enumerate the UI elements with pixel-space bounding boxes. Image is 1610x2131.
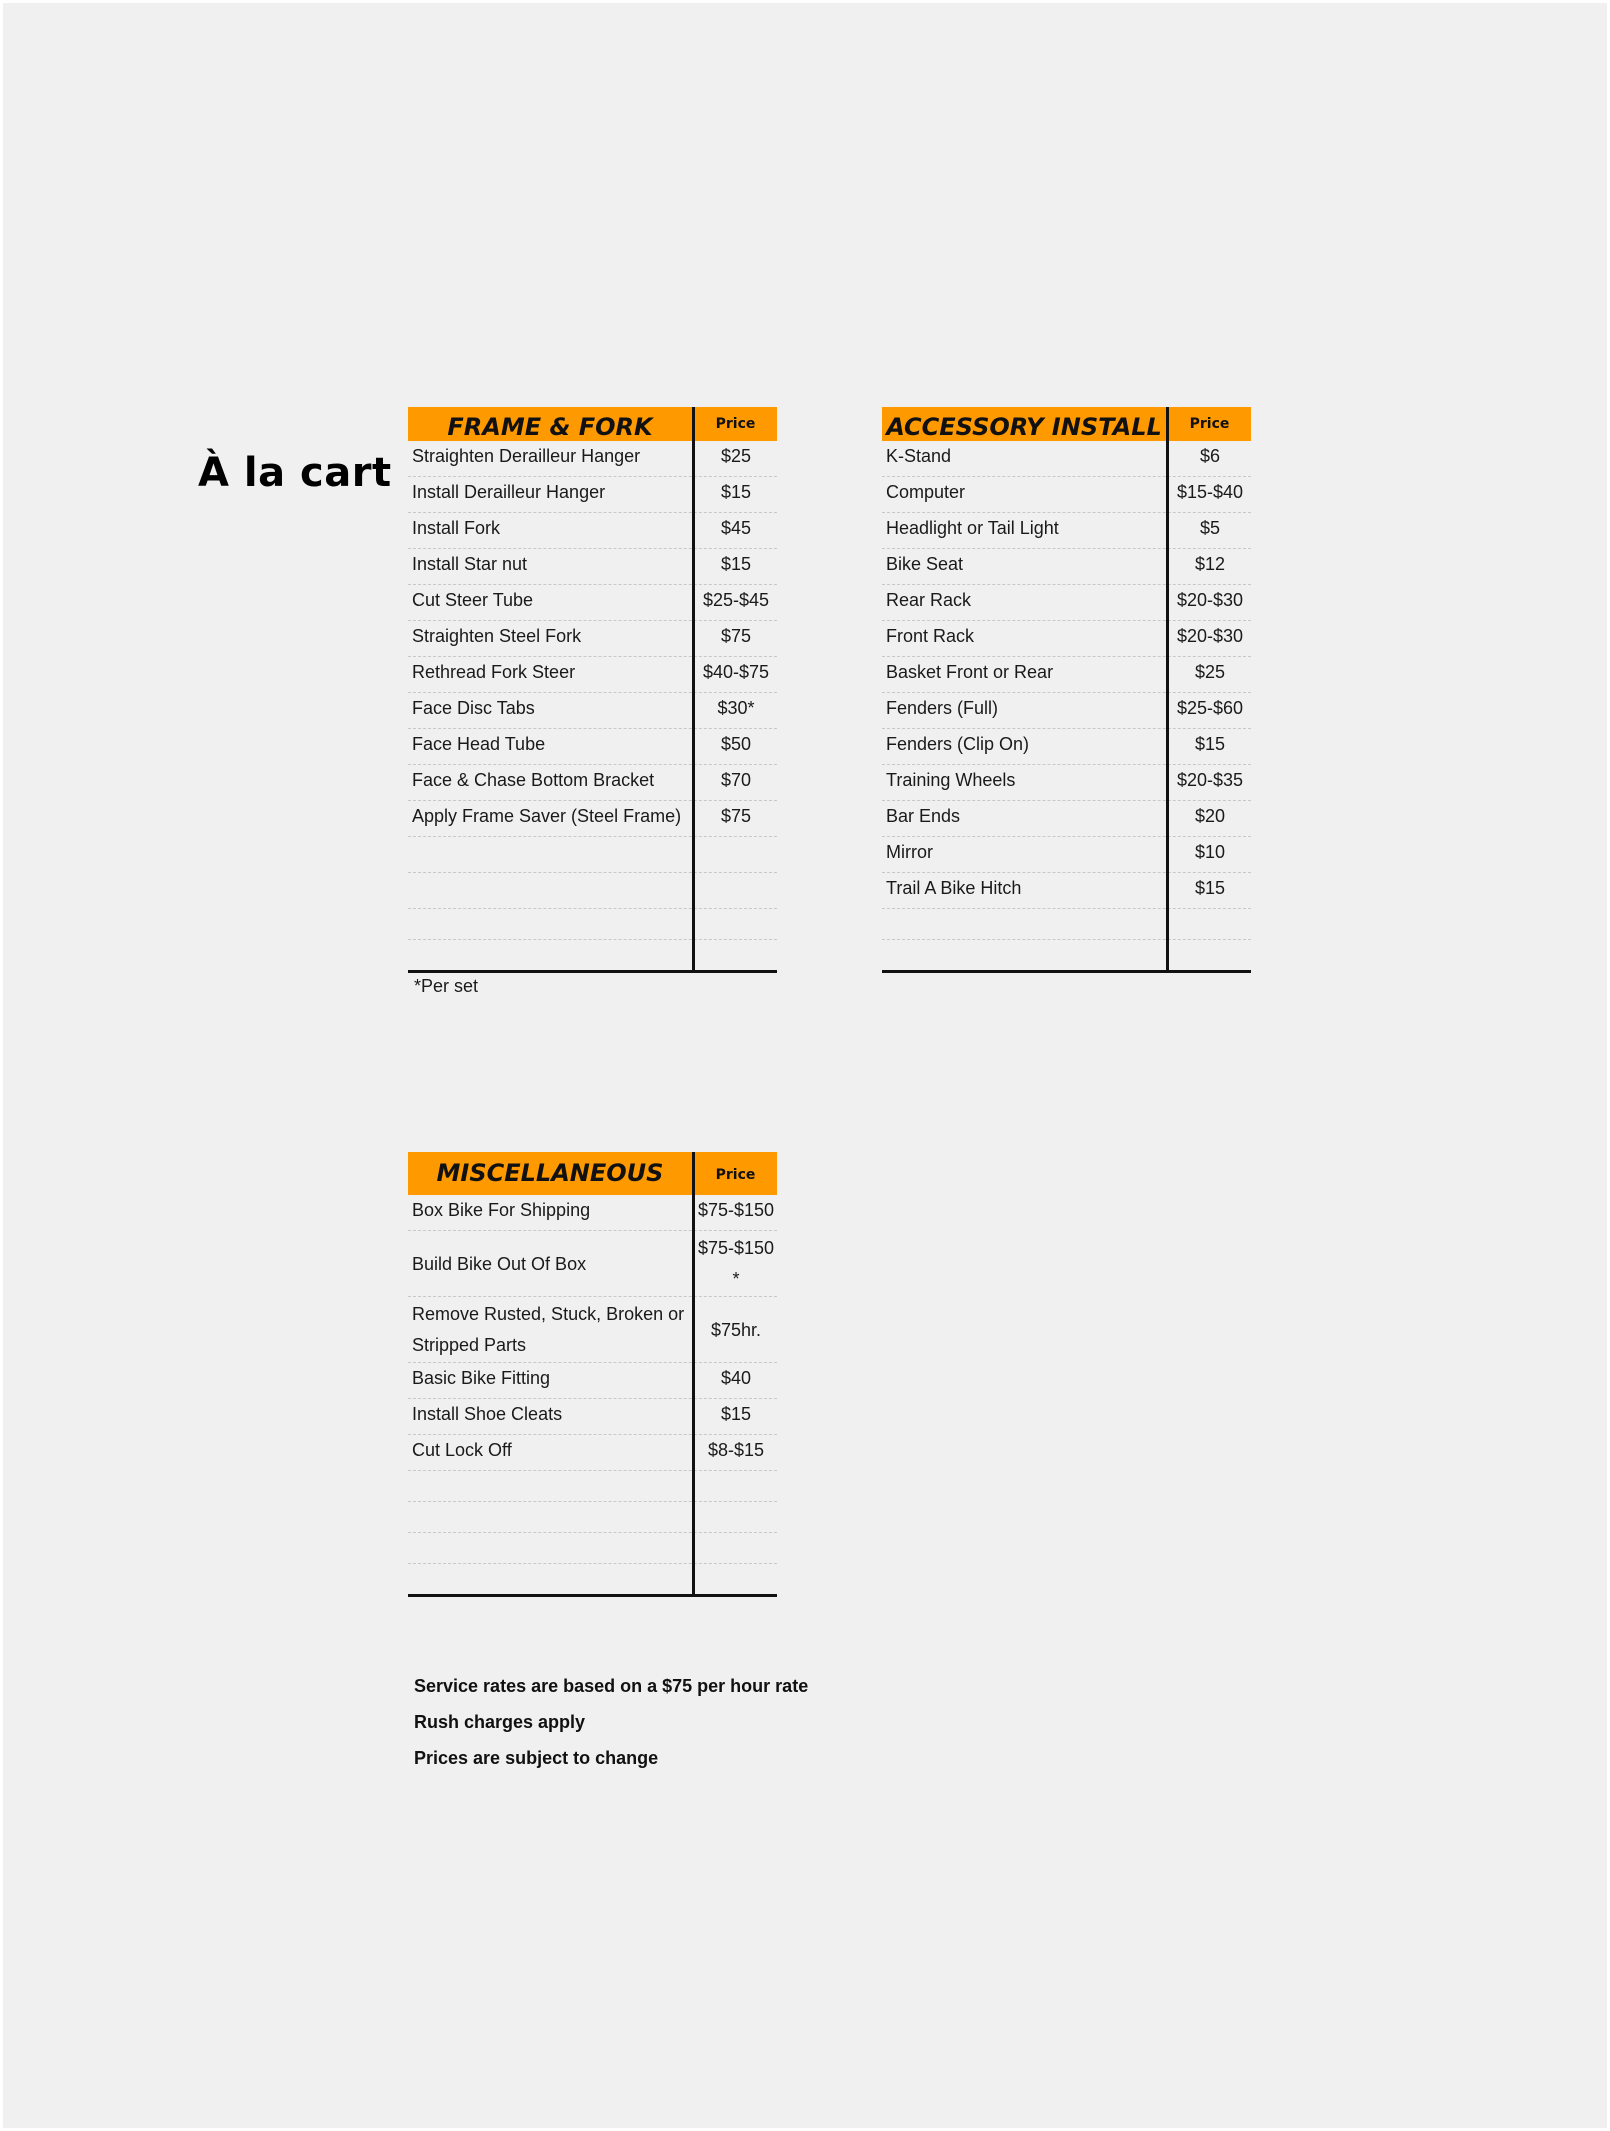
row-label: Rethread Fork Steer	[412, 662, 576, 682]
miscellaneous-rows	[408, 1195, 777, 1595]
table-row	[882, 837, 1251, 873]
table-row	[408, 801, 777, 837]
row-price: $15	[720, 482, 752, 502]
row-price: $8-$15	[707, 1440, 765, 1460]
column-divider	[692, 1152, 695, 1595]
row-label: Remove Rusted, Stuck, Broken or Stripped Parts	[412, 1304, 685, 1355]
row-price: $15	[1194, 734, 1226, 754]
accessory-install-price-header: Price	[1189, 416, 1230, 432]
row-price: $5	[1199, 518, 1221, 538]
table-row	[408, 837, 777, 873]
accessory-install-heading: ACCESSORY INSTALL	[886, 413, 1162, 441]
table-row	[882, 765, 1251, 801]
miscellaneous-price-header: Price	[715, 1167, 756, 1183]
row-label: Install Derailleur Hanger	[412, 482, 606, 502]
table-row	[408, 729, 777, 765]
row-label: Install Star nut	[412, 554, 528, 574]
row-label: Computer	[886, 482, 966, 502]
row-price: $10	[1194, 842, 1226, 862]
frame-fork-header	[408, 407, 777, 441]
table-row	[882, 940, 1251, 971]
table-row	[408, 873, 777, 909]
row-label: Install Shoe Cleats	[412, 1404, 563, 1424]
row-price: $25-$45	[702, 590, 770, 610]
row-price: $50	[720, 734, 752, 754]
row-label: Cut Steer Tube	[412, 590, 534, 610]
table-row	[882, 801, 1251, 837]
table-row	[882, 441, 1251, 477]
row-price: $15	[720, 1404, 752, 1424]
table-row	[408, 549, 777, 585]
table-row	[882, 693, 1251, 729]
row-label: Straighten Steel Fork	[412, 626, 582, 646]
miscellaneous-heading: MISCELLANEOUS	[436, 1159, 664, 1187]
row-price: $15	[720, 554, 752, 574]
table-row	[408, 1471, 777, 1502]
accessory-install-table	[882, 407, 1251, 971]
row-price: $20-$30	[1176, 590, 1244, 610]
miscellaneous-table	[408, 1152, 777, 1595]
row-label: Mirror	[886, 842, 933, 862]
table-row	[408, 621, 777, 657]
row-price: $75	[720, 806, 752, 826]
column-divider	[692, 407, 695, 971]
table-row	[408, 657, 777, 693]
row-label: Straighten Derailleur Hanger	[412, 446, 641, 466]
row-price: $15-$40	[1176, 482, 1244, 502]
row-label: Face & Chase Bottom Bracket	[412, 770, 655, 790]
table-row	[408, 1399, 777, 1435]
table-row	[408, 1363, 777, 1399]
page	[3, 3, 1607, 2128]
row-label: K-Stand	[886, 446, 952, 466]
page-title: À la cart	[198, 450, 392, 496]
row-label: Install Fork	[412, 518, 501, 538]
row-price: $25-$60	[1176, 698, 1244, 718]
row-price: $45	[720, 518, 752, 538]
table-bottom-rule	[408, 1594, 777, 1597]
table-row	[408, 585, 777, 621]
row-price: $20-$35	[1176, 770, 1244, 790]
table-row	[408, 513, 777, 549]
table-row	[408, 909, 777, 940]
row-label: Bike Seat	[886, 554, 964, 574]
row-label: Fenders (Clip On)	[886, 734, 1030, 754]
row-label: Face Head Tube	[412, 734, 546, 754]
row-label: Basic Bike Fitting	[412, 1368, 551, 1388]
row-price: $12	[1194, 554, 1226, 574]
table-row	[882, 513, 1251, 549]
footer-hourly-rate: Service rates are based on a $75 per hour rate	[414, 1676, 809, 1696]
table-row	[408, 1435, 777, 1471]
row-label: Trail A Bike Hitch	[886, 878, 1022, 898]
table-row	[408, 940, 777, 971]
table-row	[882, 729, 1251, 765]
row-price: $40-$75	[702, 662, 770, 682]
per-set-note: *Per set	[414, 976, 479, 996]
table-row	[882, 621, 1251, 657]
frame-fork-table	[408, 407, 777, 971]
row-label: Headlight or Tail Light	[886, 518, 1059, 538]
table-row	[882, 909, 1251, 940]
row-price: $6	[1199, 446, 1221, 466]
row-label: Bar Ends	[886, 806, 961, 826]
row-label: Apply Frame Saver (Steel Frame)	[412, 806, 682, 826]
miscellaneous-header	[408, 1152, 777, 1195]
table-bottom-rule	[882, 970, 1251, 973]
table-row	[882, 477, 1251, 513]
row-label: Training Wheels	[886, 770, 1016, 790]
footer-rush-charges: Rush charges apply	[414, 1712, 586, 1732]
frame-fork-heading: FRAME & FORK	[447, 413, 653, 441]
table-row	[882, 585, 1251, 621]
row-label: Build Bike Out Of Box	[412, 1254, 587, 1274]
row-label: Rear Rack	[886, 590, 972, 610]
accessory-install-header	[882, 407, 1251, 441]
accessory-install-rows	[882, 441, 1251, 971]
table-row	[408, 1195, 777, 1231]
row-price: $30*	[717, 698, 755, 718]
frame-fork-rows	[408, 441, 777, 971]
row-label: Cut Lock Off	[412, 1440, 512, 1460]
row-price: $40	[720, 1368, 752, 1388]
frame-fork-price-header: Price	[715, 416, 756, 432]
table-row	[408, 1297, 777, 1363]
row-label: Box Bike For Shipping	[412, 1200, 591, 1220]
footer-prices-change: Prices are subject to change	[414, 1748, 659, 1768]
row-price: $15	[1194, 878, 1226, 898]
row-label: Front Rack	[886, 626, 975, 646]
table-row	[408, 477, 777, 513]
row-price: $75hr.	[710, 1320, 762, 1340]
row-price: $20-$30	[1176, 626, 1244, 646]
table-row	[408, 1564, 777, 1595]
table-row	[882, 657, 1251, 693]
row-price: $70	[720, 770, 752, 790]
table-row	[408, 693, 777, 729]
table-row	[882, 549, 1251, 585]
column-divider	[1166, 407, 1169, 971]
row-price: $25	[720, 446, 752, 466]
row-label: Basket Front or Rear	[886, 662, 1054, 682]
table-row	[408, 1533, 777, 1564]
table-row	[408, 1502, 777, 1533]
row-price: $20	[1194, 806, 1226, 826]
row-price: $75-$150 *	[697, 1238, 775, 1289]
row-price: $75	[720, 626, 752, 646]
row-price: $75-$150	[697, 1200, 775, 1220]
table-row	[408, 1231, 777, 1297]
table-row	[882, 873, 1251, 909]
table-row	[408, 765, 777, 801]
table-bottom-rule	[408, 970, 777, 973]
row-price: $25	[1194, 662, 1226, 682]
row-label: Face Disc Tabs	[412, 698, 535, 718]
row-label: Fenders (Full)	[886, 698, 999, 718]
table-row	[408, 441, 777, 477]
